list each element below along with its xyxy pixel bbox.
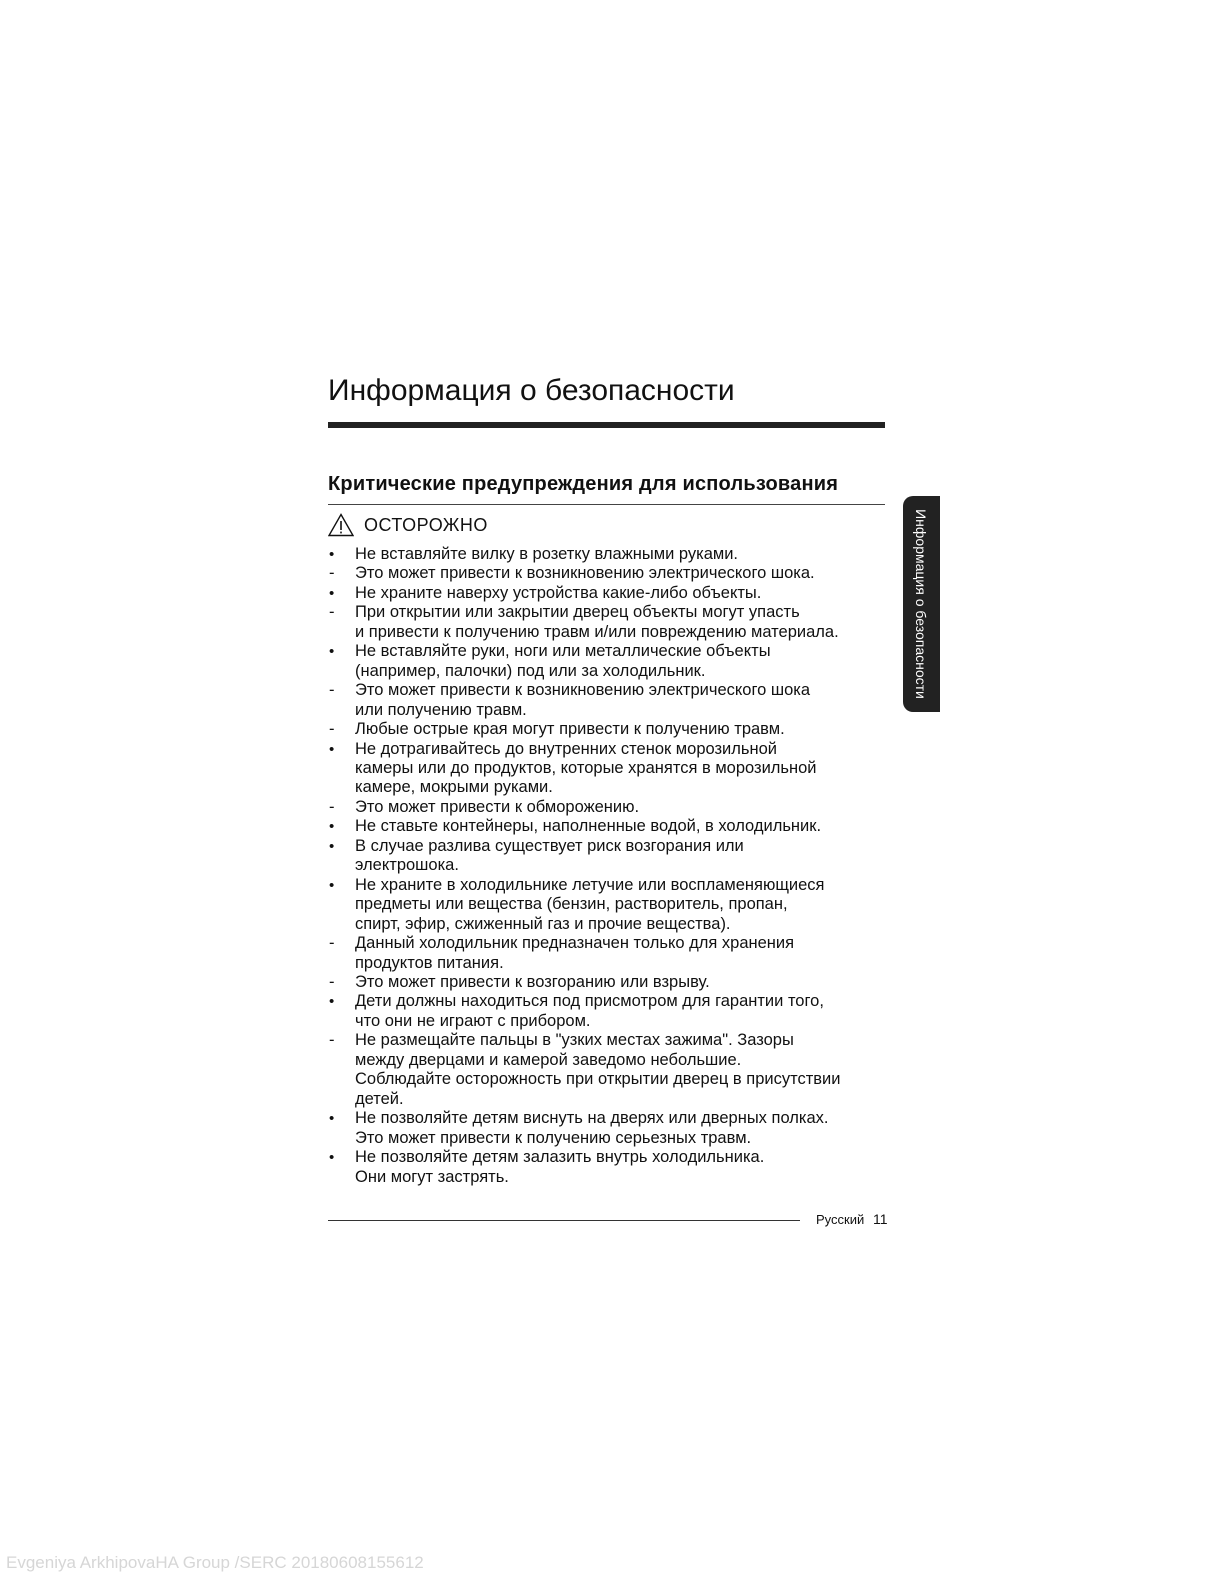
bullet-marker: •	[329, 740, 335, 758]
list-item-text: При открытии или закрытии дверец объекты могут упасть и привести к получению травм и/или повреждению материала.	[355, 603, 839, 641]
list-item	[328, 545, 894, 564]
dash-marker: -	[329, 1031, 335, 1050]
list-item-text: Не позволяйте детям залазить внутрь холодильника. Они могут застрять.	[355, 1148, 765, 1186]
title-divider	[328, 422, 885, 428]
list-item	[328, 603, 894, 642]
list-item-text: Данный холодильник предназначен только для хранения продуктов питания.	[355, 934, 795, 972]
list-item	[328, 798, 894, 817]
document-stamp: Evgeniya ArkhipovaHA Group /SERC 20180608155612	[6, 1553, 424, 1572]
dash-marker: -	[329, 720, 335, 739]
dash-marker: -	[329, 934, 335, 953]
footer-language: Русский	[816, 1212, 865, 1227]
list-item-text: В случае разлива существует риск возгорания или электрошока.	[355, 836, 744, 875]
footer-divider	[328, 1220, 800, 1221]
list-item-text: Не ставьте контейнеры, наполненные водой, в холодильник.	[355, 817, 822, 836]
bullet-marker: •	[329, 993, 335, 1011]
list-item	[328, 681, 894, 720]
side-tab-label: Информация о безопасности	[913, 509, 929, 699]
list-item	[328, 584, 894, 603]
list-item	[328, 973, 894, 992]
dash-marker: -	[329, 603, 335, 622]
list-item-text: Не вставляйте руки, ноги или металлические объекты (например, палочки) под или за холодильник.	[355, 642, 771, 680]
bullet-marker: •	[329, 584, 335, 602]
list-item-text: Не храните в холодильнике летучие или воспламеняющиеся предметы или вещества (бензин, растворитель, пропан, спирт, эфир, сжиженный газ и прочие вещества).	[355, 875, 825, 933]
section-heading: Критические предупреждения для использования	[328, 473, 839, 495]
warning-list	[328, 545, 894, 1187]
list-item-text: Не храните наверху устройства какие-либо объекты.	[355, 583, 762, 602]
list-item-text: Это может привести к обморожению.	[355, 797, 640, 816]
side-tab	[903, 496, 940, 712]
bullet-marker: •	[329, 1149, 335, 1167]
bullet-marker: •	[329, 1110, 335, 1128]
bullet-marker: •	[329, 643, 335, 661]
list-item-text: Любые острые края могут привести к получению травм.	[355, 720, 785, 739]
list-item	[328, 642, 894, 681]
bullet-marker: •	[329, 546, 335, 563]
dash-marker: -	[329, 564, 335, 583]
warning-label: ОСТОРОЖНО	[364, 514, 488, 535]
dash-marker: -	[329, 681, 335, 700]
warning-triangle-icon	[328, 513, 354, 537]
dash-marker: -	[329, 972, 335, 991]
list-item-text: Это может привести к возникновению электрического шока.	[355, 564, 815, 583]
list-item-text: Это может привести к возгоранию или взрыву.	[355, 972, 710, 991]
list-item	[328, 876, 894, 934]
list-item-text: Не дотрагивайтесь до внутренних стенок морозильной камеры или до продуктов, которые хранятся в морозильной камере, мокрыми руками.	[355, 739, 817, 797]
list-item	[328, 720, 894, 739]
dash-marker: -	[329, 797, 335, 816]
bullet-marker: •	[329, 837, 335, 855]
list-item	[328, 740, 894, 798]
list-item	[328, 837, 894, 876]
list-item-text: Это может привести к возникновению электрического шока или получению травм.	[355, 681, 811, 719]
list-item	[328, 992, 894, 1031]
list-item	[328, 1148, 894, 1187]
list-item	[328, 564, 894, 583]
list-item-text: Не размещайте пальцы в "узких местах зажима". Зазоры между дверцами и камерой заведомо небольшие. Соблюдайте осторожность при открытии дверец в присутствии детей.	[355, 1031, 841, 1108]
bullet-marker: •	[329, 818, 335, 836]
list-item	[328, 1109, 894, 1148]
warning-header	[328, 510, 488, 540]
list-item-text: Дети должны находиться под присмотром для гарантии того, что они не играют с прибором.	[355, 992, 824, 1030]
page-number: 11	[873, 1211, 888, 1227]
bullet-marker: •	[329, 876, 335, 894]
page-title: Информация о безопасности	[328, 374, 735, 407]
list-item	[328, 817, 894, 836]
list-item-text: Не вставляйте вилку в розетку влажными руками.	[355, 545, 739, 563]
list-item-text: Не позволяйте детям виснуть на дверях или дверных полках. Это может привести к получению серьезных травм.	[355, 1109, 829, 1147]
list-item	[328, 1031, 894, 1109]
list-item	[328, 934, 894, 973]
section-divider	[328, 504, 885, 505]
